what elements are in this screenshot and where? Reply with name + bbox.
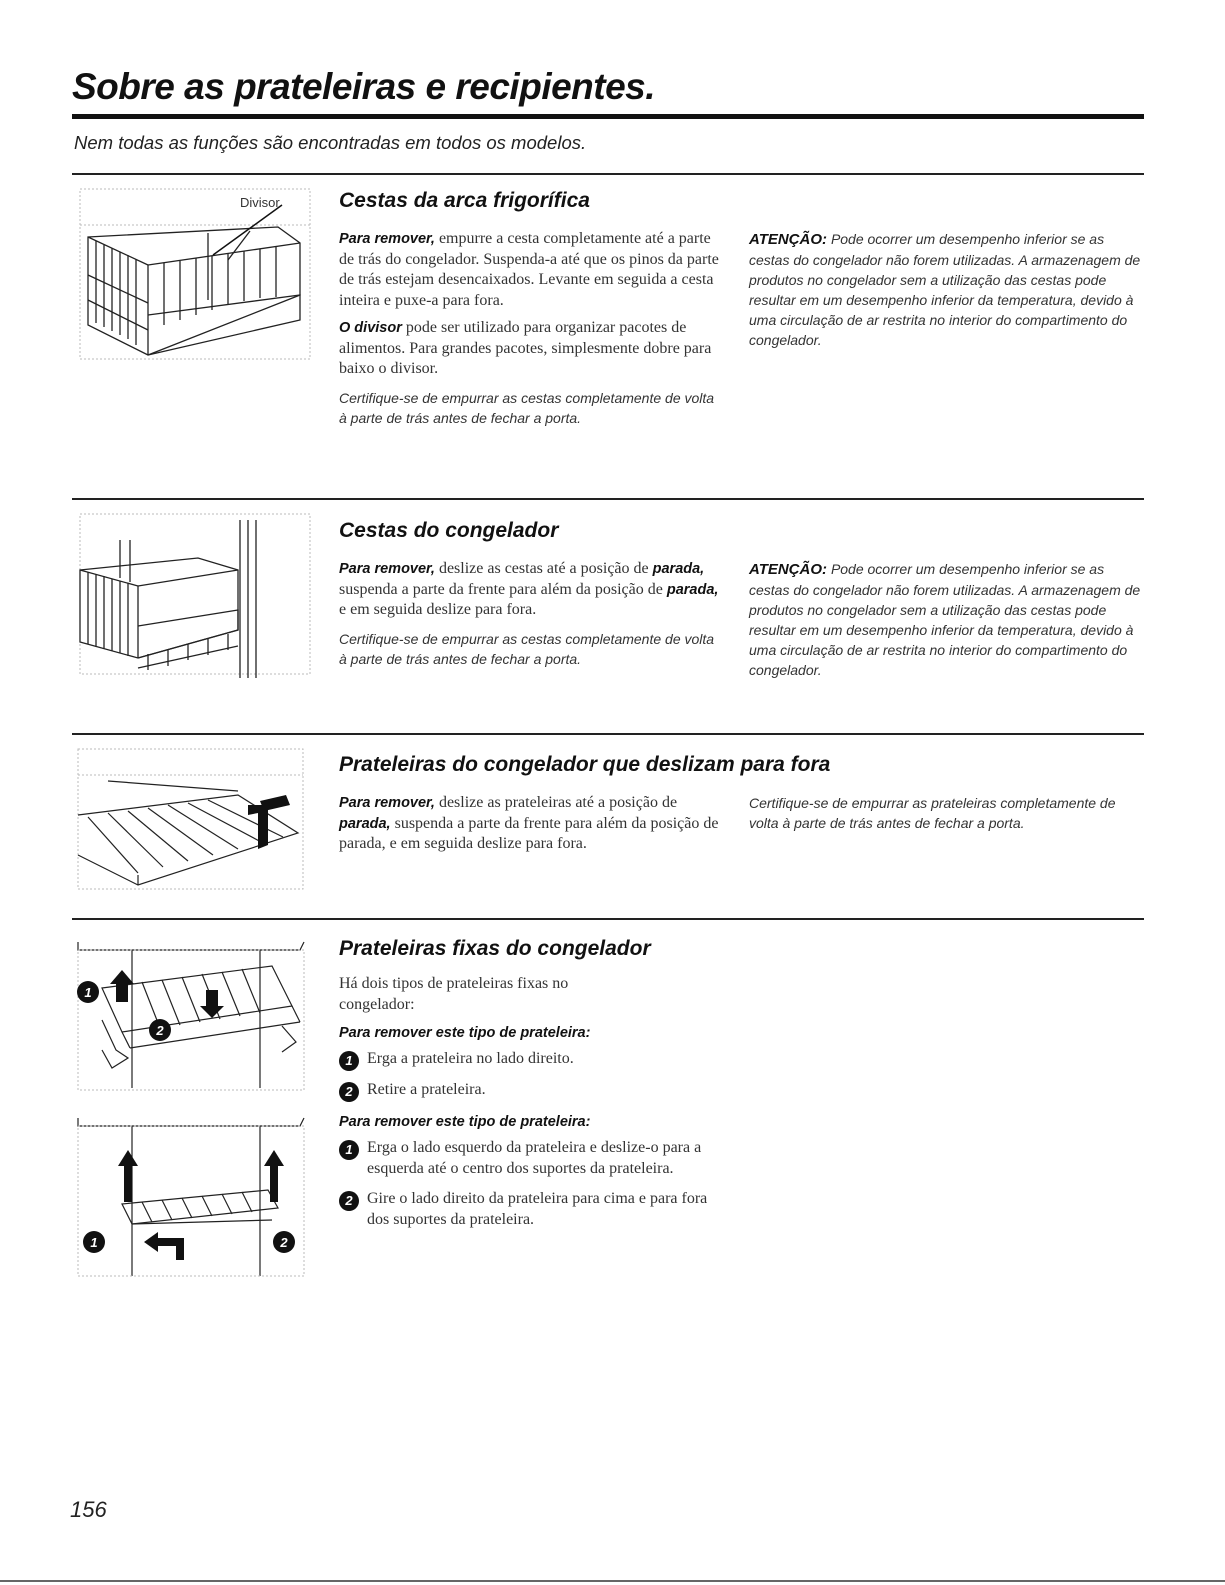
title-rule <box>72 114 1144 119</box>
type-1-step <box>339 1049 721 1070</box>
remove-instructions <box>339 559 721 621</box>
step-text: Retire a prateleira. <box>367 1080 486 1098</box>
step-text: Erga o lado esquerdo da prateleira e deslize-o para a esquerda até o centro dos suportes da prateleira. <box>367 1139 702 1177</box>
section-note: Certifique-se de empurrar as cestas completamente de volta à parte de trás antes de fechar a porta. <box>339 389 715 426</box>
slide-out-shelf-illustration <box>68 745 318 895</box>
stop-position-term: parada, <box>652 561 705 577</box>
remove-lead: Para remover, <box>339 561 435 577</box>
section-divider <box>72 918 1144 920</box>
svg-text:2: 2 <box>280 1235 288 1250</box>
remove-instructions <box>339 229 721 311</box>
step-number-badge: 2 <box>339 1191 359 1211</box>
step-text: Gire o lado direito da prateleira para cima e para fora dos suportes da prateleira. <box>367 1190 708 1228</box>
step-number-badge: 1 <box>339 1051 359 1071</box>
page-title: Sobre as prateleiras e recipientes. <box>72 66 656 107</box>
warning-body: Pode ocorrer um desempenho inferior se as cestas do congelador não forem utilizadas. A armazenagem de produtos no congelador sem a utilização das cestas pode resultar em um desempenho inferior da temperatura, devido à uma circulação de ar restrita no interior do compartimento do congelador. <box>749 231 1141 348</box>
step-text: Erga a prateleira no lado direito. <box>367 1050 574 1067</box>
remove-text: deslize as cestas até a posição de <box>438 560 649 577</box>
fixed-shelves-intro: Há dois tipos de prateleiras fixas no congelador: <box>339 975 569 1013</box>
divisor-label: Divisor <box>240 195 280 210</box>
freezer-drawer-basket-illustration <box>78 510 318 690</box>
type-2-step <box>339 1138 717 1179</box>
type-1-heading: Para remover este tipo de prateleira: <box>339 1025 591 1041</box>
arrow-up-icon <box>264 1150 284 1202</box>
warning-text <box>749 559 1144 680</box>
shelf-support-bracket <box>248 805 268 849</box>
section-divider <box>72 498 1144 500</box>
section-title-prateleiras-fixas: Prateleiras fixas do congelador <box>339 937 651 960</box>
page-number: 156 <box>70 1497 107 1522</box>
remove-text: suspenda a parte da frente para além da posição de parada, e em seguida deslize para fora. <box>339 814 719 852</box>
section-1-warning <box>749 229 1144 357</box>
type-2-heading: Para remover este tipo de prateleira: <box>339 1114 591 1130</box>
arrow-left-icon <box>144 1232 184 1260</box>
svg-text:1: 1 <box>90 1235 98 1250</box>
section-1-body <box>339 229 721 435</box>
freezer-basket-illustration <box>78 185 318 375</box>
type-1-step <box>339 1080 721 1101</box>
section-2-body <box>339 559 721 676</box>
divider-lead: O divisor <box>339 320 402 336</box>
step-number-badge: 1 <box>339 1140 359 1160</box>
remove-text: suspenda a parte da frente para além da posição de <box>339 580 663 598</box>
bottom-rule <box>0 1580 1225 1582</box>
warning-lead: ATENÇÃO: <box>749 231 828 248</box>
arrow-up-icon <box>118 1150 138 1202</box>
section-note: Certifique-se de empurrar as prateleiras completamente de volta à parte de trás antes de fechar a porta. <box>749 795 1116 831</box>
remove-instructions <box>339 793 721 855</box>
svg-text:1: 1 <box>84 985 92 1000</box>
arrow-icon <box>260 795 290 811</box>
warning-text <box>749 229 1144 350</box>
section-note: Certifique-se de empurrar as cestas completamente de volta à parte de trás antes de fechar a porta. <box>339 630 715 667</box>
section-divider <box>72 173 1144 175</box>
section-3-body <box>339 793 721 862</box>
remove-text: deslize as prateleiras até a posição de <box>438 794 678 811</box>
section-title-cestas-congelador: Cestas do congelador <box>339 519 559 542</box>
remove-lead: Para remover, <box>339 795 435 811</box>
section-title-cestas-arca: Cestas da arca frigorífica <box>339 189 590 212</box>
step-number-badge: 2 <box>339 1082 359 1102</box>
stop-position-term: parada, <box>339 815 391 832</box>
arrow-down-icon <box>200 990 224 1018</box>
section-2-warning <box>749 559 1144 687</box>
section-4-body <box>339 974 721 1240</box>
page-subtitle: Nem todas as funções são encontradas em todos os modelos. <box>74 132 587 153</box>
warning-body: Pode ocorrer um desempenho inferior se as cestas do congelador não forem utilizadas. A armazenagem de produtos no congelador sem a utilização das cestas pode resultar em um desempenho inferior da temperatura, devido à uma circulação de ar restrita no interior do compartimento do congelador. <box>749 561 1141 678</box>
stop-position-term: parada, <box>666 581 719 598</box>
svg-text:2: 2 <box>156 1023 164 1038</box>
type-2-step <box>339 1189 717 1230</box>
remove-lead: Para remover, <box>339 231 435 247</box>
divider-text: pode ser utilizado para organizar pacotes de alimentos. Para grandes pacotes, simplesmente dobre para baixo o divisor. <box>339 319 712 377</box>
warning-lead: ATENÇÃO: <box>749 561 828 578</box>
divider-instructions <box>339 318 721 380</box>
remove-text: empurre a cesta completamente até a parte de trás do congelador. Suspenda-a até que os pinos da parte de trás estejam desencaixados. Levante em seguida a cesta inteira e puxe-a para fora. <box>339 230 719 309</box>
remove-text: e em seguida deslize para fora. <box>339 601 537 618</box>
section-3-note-column <box>749 793 1144 840</box>
fixed-shelf-illustrations <box>72 930 322 1290</box>
section-divider <box>72 733 1144 735</box>
section-title-prateleiras-deslizam: Prateleiras do congelador que deslizam para fora <box>339 753 831 776</box>
